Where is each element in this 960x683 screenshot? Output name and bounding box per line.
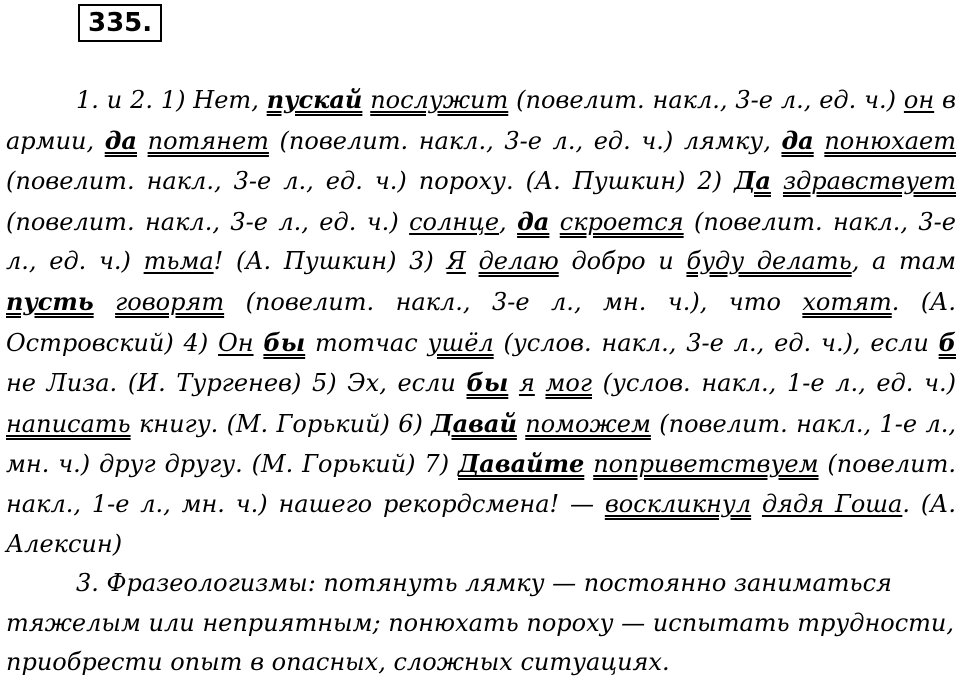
text-run: . (А. Островский) 4) — [6, 287, 956, 357]
exercise-text — [6, 80, 956, 683]
text-run — [94, 288, 115, 316]
particle-word: да — [104, 125, 137, 155]
predicate-word: ушёл — [427, 328, 494, 357]
predicate-word: понюхает — [824, 126, 956, 155]
particle-word: бы — [466, 368, 509, 398]
text-run: (повелит. накл., 3-е л., ед. ч.) лямку, — [268, 126, 782, 155]
text-run — [549, 208, 559, 236]
text-run — [508, 369, 519, 397]
particle-word: да — [781, 125, 814, 155]
text-run: , — [499, 207, 518, 236]
text-run — [771, 167, 783, 195]
phraseology-paragraph: 3. Фразеологизмы: потянуть лямку — постоянно заниматься тяжелым или неприятным; понюхать пороху — испытать трудности, приобрести опыт в опасных, сложных ситуациях. — [6, 569, 955, 677]
text-run — [535, 369, 546, 397]
predicate-word: поприветствуем — [593, 450, 819, 479]
text-run: , а там — [851, 247, 957, 276]
text-run — [137, 127, 148, 155]
text-run: тотчас — [305, 328, 428, 357]
text-run: (повелит. накл., 3-е л., мн. ч.), что — [224, 287, 803, 316]
text-run: книгу. (М. Горький) 6) — [130, 409, 432, 438]
text-run — [814, 127, 825, 155]
text-run: добро и — [558, 247, 687, 276]
exercise-number: 335. — [78, 4, 162, 42]
particle-word: бы — [263, 327, 306, 357]
particle-word: Давай — [431, 408, 517, 438]
particle-word: пусть — [6, 286, 94, 316]
text-run: (повелит. накл., 3-е л., ед. ч.) — [508, 86, 904, 114]
subject-word: Я — [446, 247, 466, 276]
particle-word: пускай — [266, 85, 363, 114]
text-run: 1. и 2. 1) Нет, — [76, 86, 267, 114]
text-run: в армии, — [6, 86, 956, 155]
subject-word: я — [518, 369, 535, 398]
subject-word: солнце — [409, 207, 500, 236]
text-run: (повелит. накл., 1-е л., мн. ч.) друг другу. (М. Горький) 7) — [6, 409, 956, 479]
text-run: (повелит. накл., 1-е л., мн. ч.) нашего рекордсмена! — — [6, 450, 956, 518]
subject-word: дядя Гоша — [761, 489, 903, 518]
predicate-word: послужит — [370, 86, 509, 114]
particle-word: Да — [734, 166, 771, 196]
predicate-word: написать — [6, 409, 131, 438]
particle-word: Давайте — [457, 449, 585, 479]
text-run: (услов. накл., 3-е л., ед. ч.), если — [493, 328, 939, 357]
text-run: . (А. Алексин) — [6, 489, 956, 558]
predicate-word: воскликнул — [604, 489, 752, 518]
predicate-word: делаю — [478, 247, 559, 276]
text-run: (повелит. накл., 3-е л., ед. ч.) пороху. (А. Пушкин) 2) — [6, 167, 735, 196]
predicate-word: поможем — [525, 409, 651, 438]
subject-word: Он — [218, 328, 254, 357]
predicate-word: говорят — [115, 287, 225, 316]
text-run — [517, 410, 525, 438]
subject-word: он — [903, 86, 935, 114]
answer-paragraph — [6, 80, 956, 564]
subject-word: тьма — [143, 247, 214, 276]
predicate-word: мог — [545, 369, 592, 398]
predicate-word: скроется — [559, 207, 684, 236]
text-run: не Лиза. (И. Тургенев) 5) Эх, если — [6, 369, 467, 398]
text-run — [584, 450, 593, 478]
text-run: ! (А. Пушкин) 3) — [213, 247, 447, 276]
text-run: (повелит. накл., 3-е л., ед. ч.) — [6, 207, 956, 276]
text-run: (повелит. накл., 3-е л., ед. ч.) — [6, 207, 410, 236]
text-run — [751, 490, 762, 518]
text-run: (услов. накл., 1-е л., ед. ч.) — [591, 369, 956, 398]
particle-word: да — [517, 206, 550, 236]
predicate-word: потянет — [147, 126, 269, 155]
text-run — [254, 329, 264, 357]
particle-word: б — [938, 327, 956, 357]
predicate-word: хотят — [802, 287, 892, 316]
text-run — [466, 247, 479, 275]
predicate-word: буду делать — [686, 247, 852, 276]
predicate-word: здравствует — [782, 167, 956, 196]
